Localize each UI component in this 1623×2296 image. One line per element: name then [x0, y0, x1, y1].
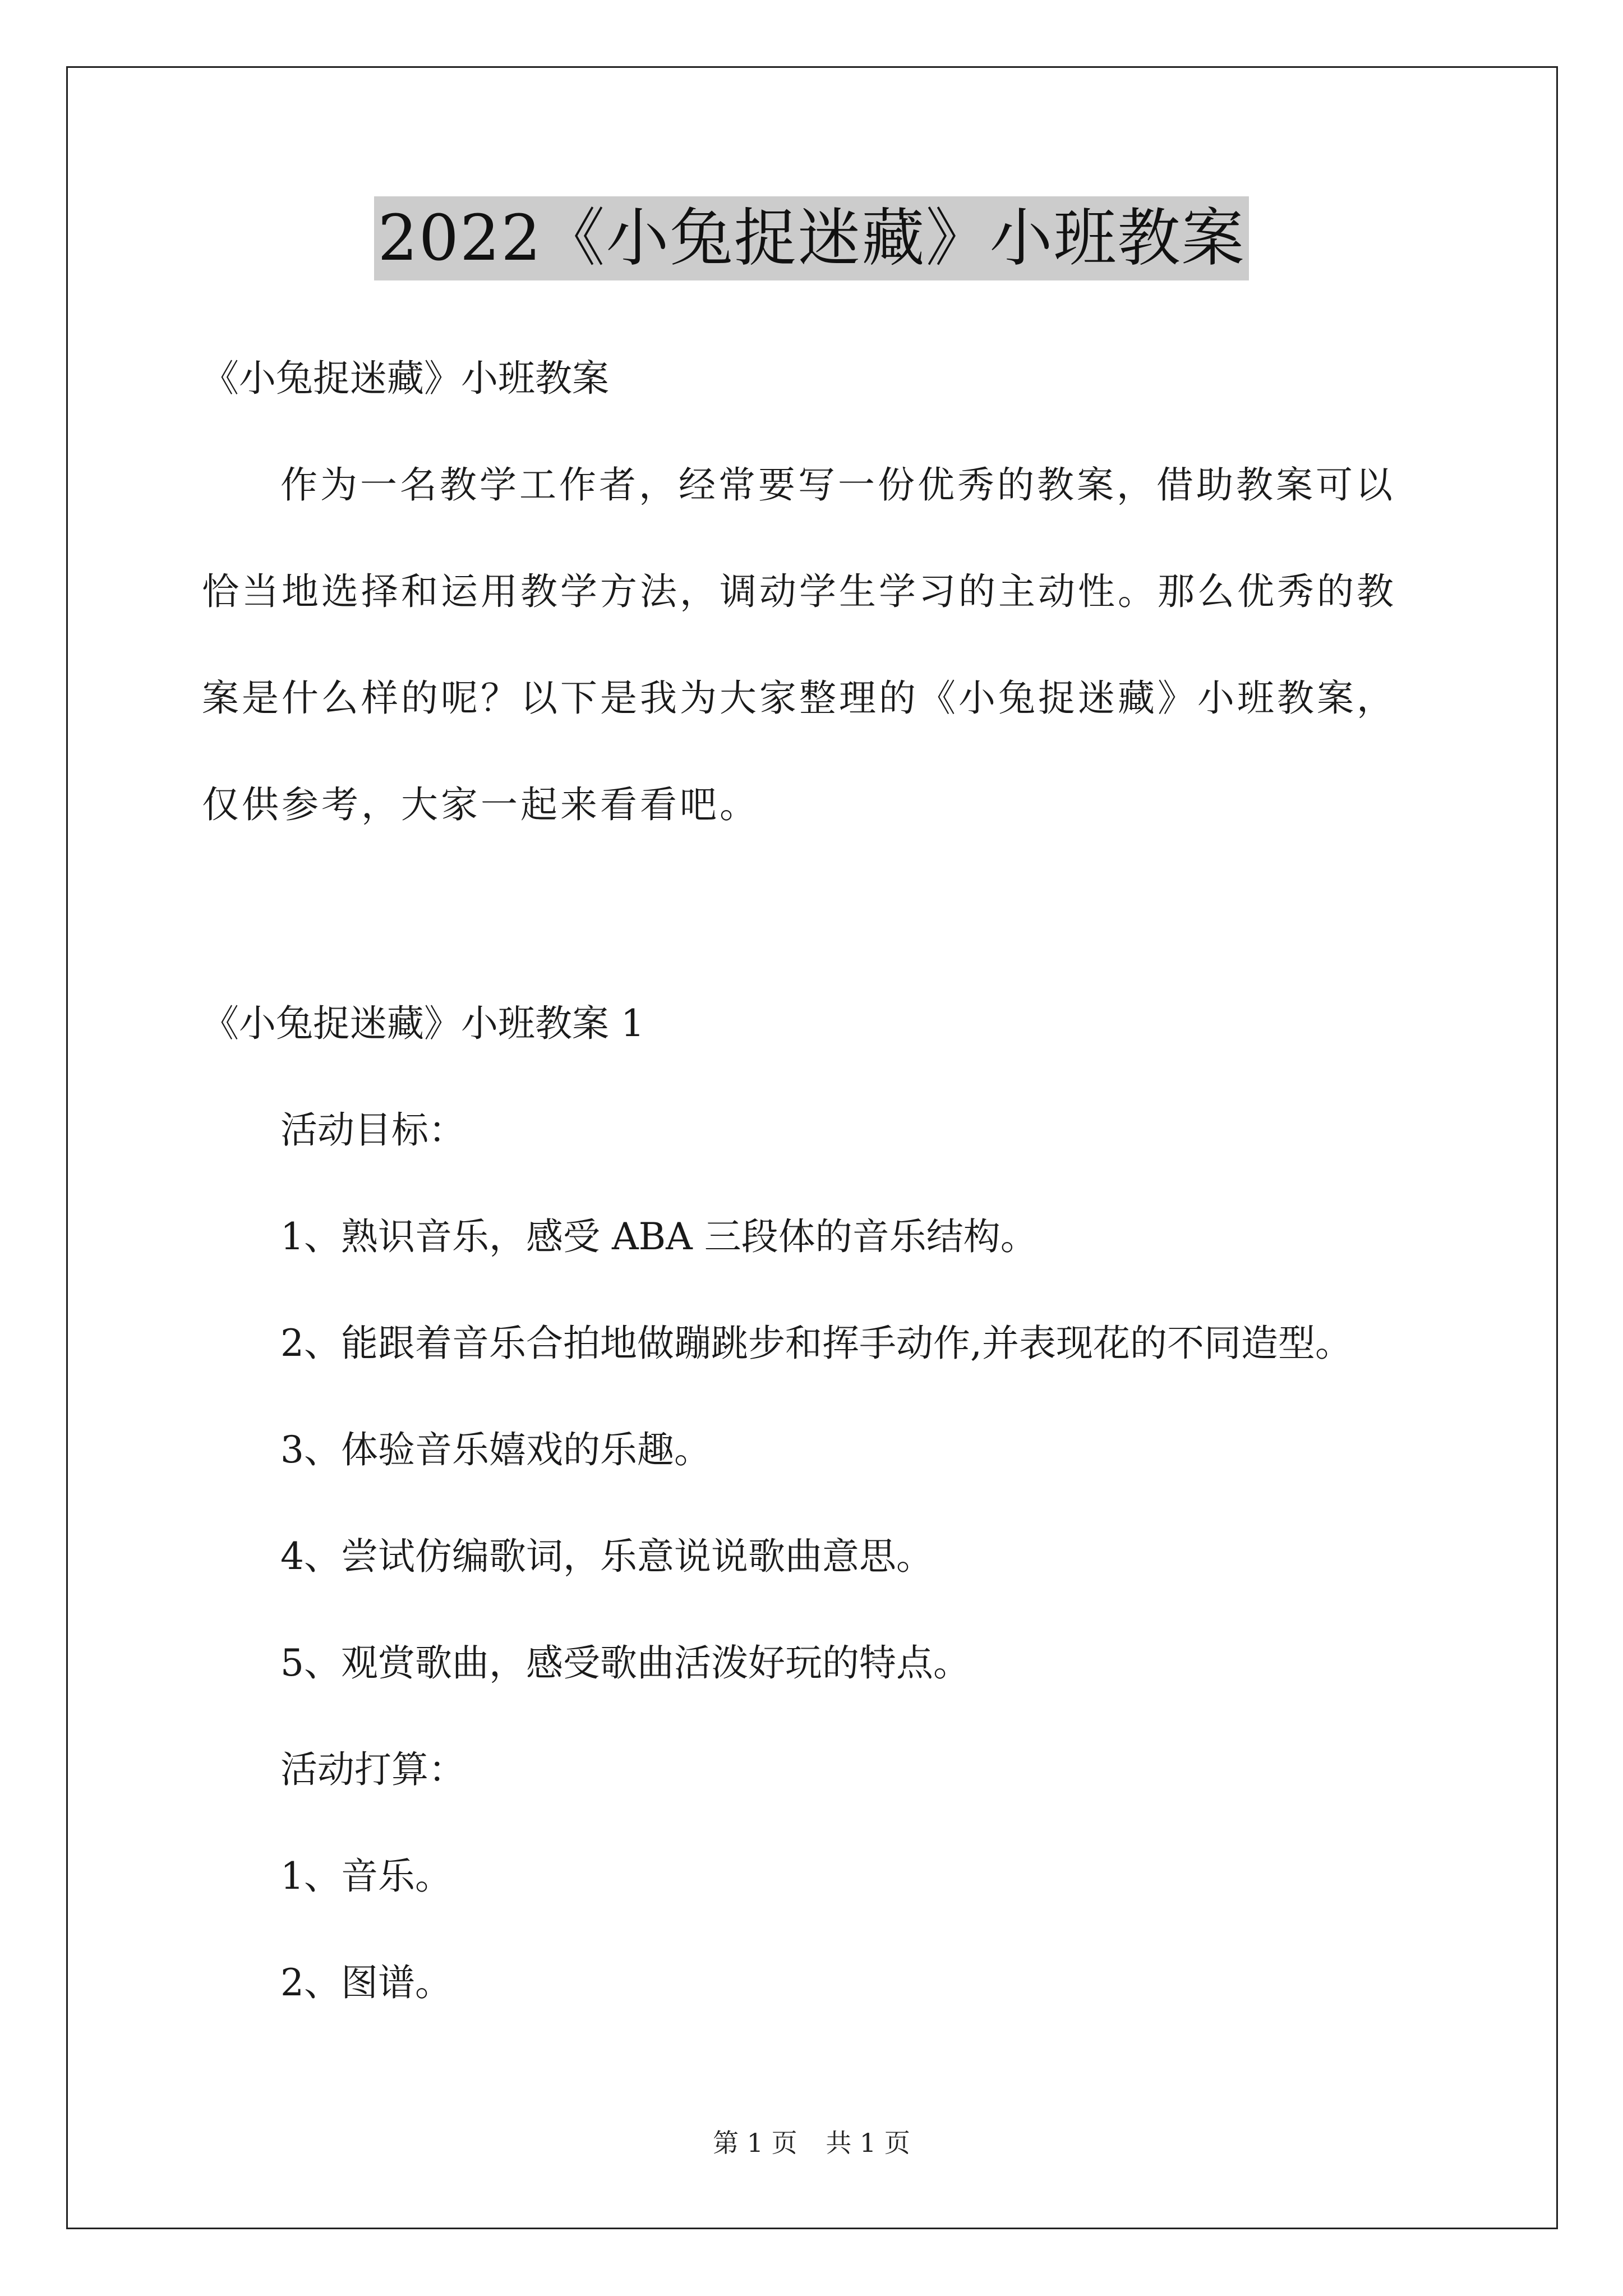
goal-item: 1、熟识音乐，感受 ABA 三段体的音乐结构。 [280, 1215, 1038, 1258]
intro-line: 恰当地选择和运用教学方法，调动学生学习的主动性。那么优秀的教 [202, 570, 1396, 613]
goals-heading: 活动目标： [280, 1108, 465, 1152]
page-footer [0, 2126, 1623, 2160]
intro-line: 案是什么样的呢？以下是我为大家整理的《小兔捉迷藏》小班教案， [202, 677, 1396, 720]
goal-item: 4、尝试仿编歌词，乐意说说歌曲意思。 [280, 1535, 933, 1578]
title-container [0, 196, 1623, 280]
section-heading: 《小兔捉迷藏》小班教案 1 [202, 1002, 644, 1045]
prep-item: 1、音乐。 [280, 1855, 452, 1898]
prep-item: 2、图谱。 [280, 1961, 452, 2004]
prep-heading: 活动打算： [280, 1748, 465, 1791]
subtitle: 《小兔捉迷藏》小班教案 [202, 357, 609, 400]
goal-item: 5、观赏歌曲，感受歌曲活泼好玩的特点。 [280, 1641, 970, 1685]
goal-item: 3、体验音乐嬉戏的乐趣。 [280, 1428, 711, 1471]
page-total: 共 1 页 [826, 2128, 910, 2158]
intro-line: 作为一名教学工作者，经常要写一份优秀的教案，借助教案可以 [280, 463, 1395, 507]
goal-item: 2、能跟着音乐合拍地做蹦跳步和挥手动作,并表现花的不同造型。 [280, 1322, 1352, 1365]
document-title: 2022《小兔捉迷藏》小班教案 [374, 196, 1248, 280]
intro-line: 仅供参考，大家一起来看看吧。 [202, 783, 759, 826]
page-number: 第 1 页 [713, 2128, 797, 2158]
